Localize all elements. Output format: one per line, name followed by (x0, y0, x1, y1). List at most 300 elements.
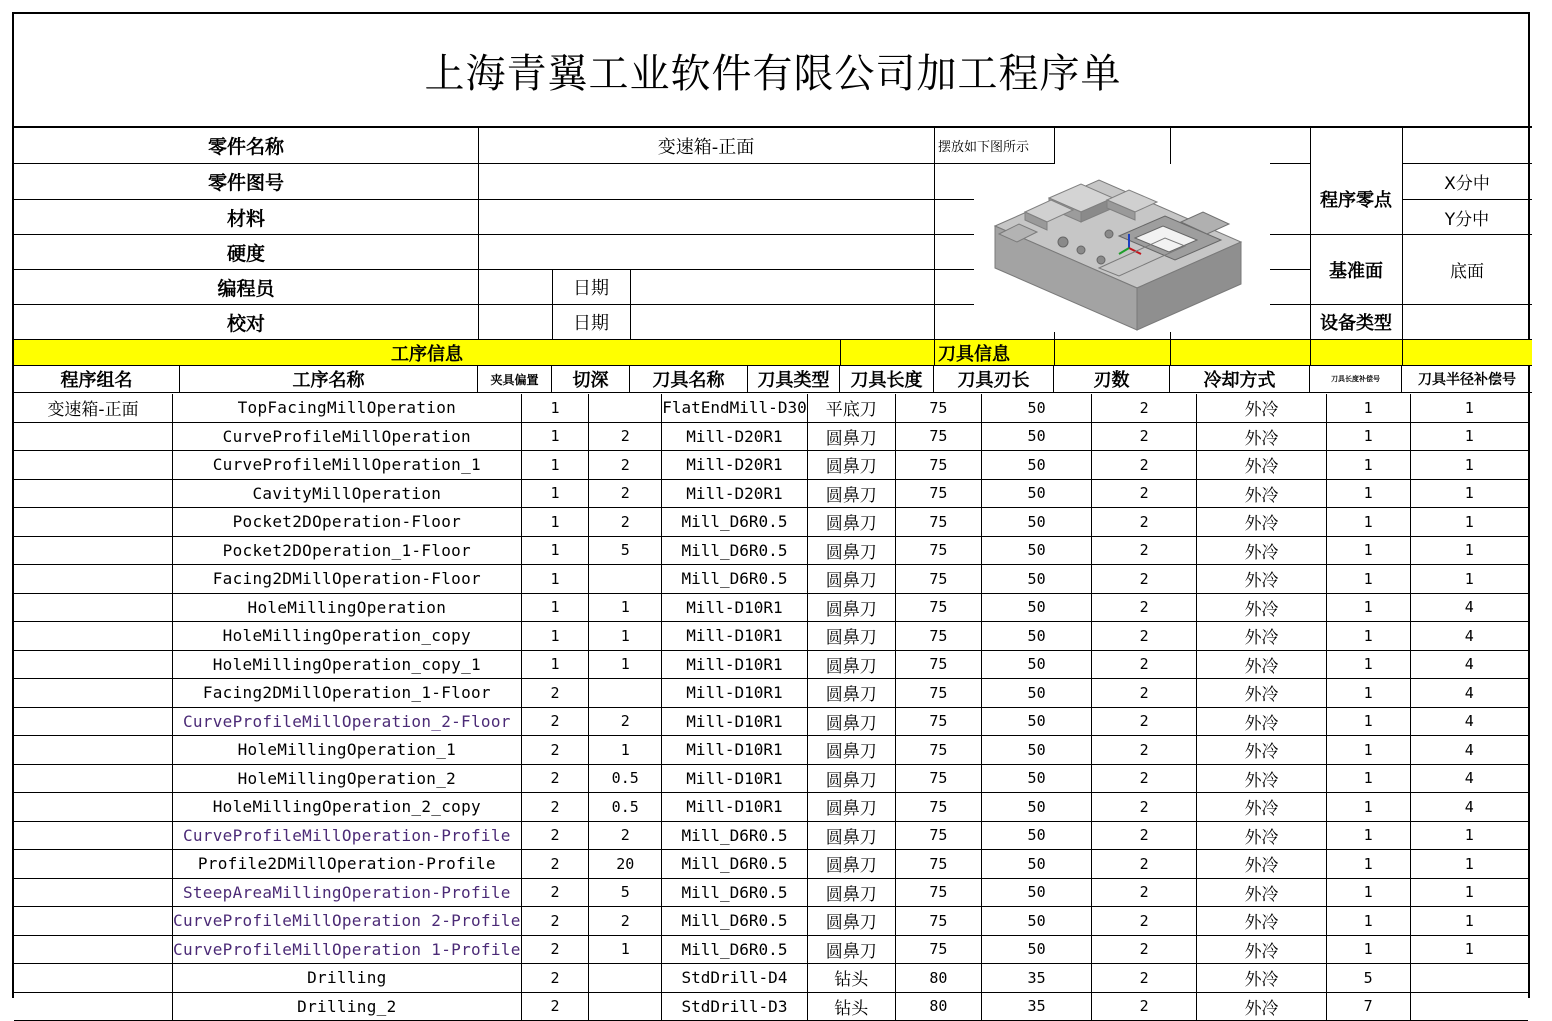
tool-info-header: 刀具信息 (938, 343, 1010, 365)
cell-len: 75 (895, 650, 981, 679)
cell-op: CavityMillOperation (173, 479, 522, 508)
operations-table (14, 394, 1528, 1021)
cell-group (14, 508, 173, 537)
cell-cool: 外冷 (1197, 679, 1326, 708)
column-header-9: 冷却方式 (1170, 366, 1310, 392)
cell-flute: 50 (982, 650, 1092, 679)
cell-len: 75 (895, 907, 981, 936)
cell-cool: 外冷 (1197, 992, 1326, 1021)
cell-hcomp: 1 (1326, 451, 1410, 480)
cell-tool: Mill-D10R1 (662, 593, 808, 622)
cell-cool: 外冷 (1197, 850, 1326, 879)
cell-cool: 外冷 (1197, 479, 1326, 508)
cell-type: 圆鼻刀 (807, 508, 895, 537)
cell-hcomp: 1 (1326, 650, 1410, 679)
cell-group (14, 935, 173, 964)
cell-type: 圆鼻刀 (807, 536, 895, 565)
cell-group (14, 422, 173, 451)
table-row (14, 422, 1528, 451)
cell-tool: Mill-D10R1 (662, 650, 808, 679)
cell-op: CurveProfileMillOperation_1 (173, 451, 522, 480)
cell-group (14, 964, 173, 993)
cell-cool: 外冷 (1197, 764, 1326, 793)
cell-fix: 1 (521, 479, 589, 508)
cell-tool: Mill-D10R1 (662, 793, 808, 822)
cell-op: CurveProfileMillOperation 1-Profile (173, 935, 522, 964)
cell-group: 变速箱-正面 (14, 394, 173, 422)
table-row (14, 622, 1528, 651)
cell-op: Pocket2DOperation_1-Floor (173, 536, 522, 565)
cell-dcomp: 4 (1410, 593, 1528, 622)
cell-n: 2 (1092, 679, 1197, 708)
cell-cool: 外冷 (1197, 422, 1326, 451)
column-header-2: 夹具偏置 (478, 366, 552, 392)
cell-group (14, 907, 173, 936)
cell-op: Facing2DMillOperation_1-Floor (173, 679, 522, 708)
program-zero-label: 程序零点 (1320, 190, 1392, 211)
cell-type: 圆鼻刀 (807, 479, 895, 508)
cell-dcomp: 4 (1410, 679, 1528, 708)
cell-type: 圆鼻刀 (807, 451, 895, 480)
cell-len: 75 (895, 707, 981, 736)
cell-len: 75 (895, 935, 981, 964)
cell-dcomp: 1 (1410, 451, 1528, 480)
cell-n: 2 (1092, 536, 1197, 565)
cell-fix: 2 (521, 992, 589, 1021)
cell-flute: 50 (982, 536, 1092, 565)
table-row (14, 736, 1528, 765)
program-sheet (12, 12, 1530, 1019)
cell-dcomp: 1 (1410, 850, 1528, 879)
cell-tool: StdDrill-D3 (662, 992, 808, 1021)
cell-n: 2 (1092, 593, 1197, 622)
clamp-note: 摆放如下图所示 (938, 140, 1030, 155)
cell-depth: 2 (589, 451, 662, 480)
date-label-1: 日期 (573, 278, 609, 299)
cell-len: 75 (895, 793, 981, 822)
cell-fix: 1 (521, 451, 589, 480)
sheet-title: 上海青翼工业软件有限公司加工程序单 (14, 14, 1532, 128)
cell-hcomp: 5 (1326, 964, 1410, 993)
cell-n: 2 (1092, 878, 1197, 907)
cell-dcomp: 1 (1410, 878, 1528, 907)
cell-dcomp: 1 (1410, 821, 1528, 850)
cell-len: 75 (895, 394, 981, 422)
cell-op: Pocket2DOperation-Floor (173, 508, 522, 537)
cell-depth: 2 (589, 422, 662, 451)
column-header-row (14, 366, 1532, 393)
cell-fix: 2 (521, 964, 589, 993)
cell-hcomp: 1 (1326, 793, 1410, 822)
table-row (14, 394, 1528, 422)
cell-op: CurveProfileMillOperation_2-Floor (173, 707, 522, 736)
cell-hcomp: 1 (1326, 736, 1410, 765)
cell-n: 2 (1092, 793, 1197, 822)
cell-n: 2 (1092, 650, 1197, 679)
cell-type: 圆鼻刀 (807, 565, 895, 594)
cell-hcomp: 1 (1326, 878, 1410, 907)
zero-x: X分中 (1444, 174, 1490, 194)
cell-depth (589, 964, 662, 993)
cell-flute: 50 (982, 394, 1092, 422)
cell-depth: 1 (589, 593, 662, 622)
cell-n: 2 (1092, 565, 1197, 594)
cell-len: 80 (895, 964, 981, 993)
cell-depth: 5 (589, 878, 662, 907)
cell-flute: 50 (982, 622, 1092, 651)
cell-cool: 外冷 (1197, 793, 1326, 822)
table-row (14, 707, 1528, 736)
cell-tool: StdDrill-D4 (662, 964, 808, 993)
cell-hcomp: 1 (1326, 422, 1410, 451)
column-header-1: 工序名称 (180, 366, 478, 392)
cell-depth: 1 (589, 622, 662, 651)
cell-dcomp: 1 (1410, 907, 1528, 936)
cell-tool: Mill_D6R0.5 (662, 907, 808, 936)
cell-group (14, 707, 173, 736)
cell-dcomp: 1 (1410, 422, 1528, 451)
cell-flute: 50 (982, 907, 1092, 936)
cell-op: SteepAreaMillingOperation-Profile (173, 878, 522, 907)
cell-flute: 50 (982, 764, 1092, 793)
drawing-no-label: 零件图号 (207, 172, 284, 194)
cell-fix: 1 (521, 622, 589, 651)
cell-fix: 1 (521, 650, 589, 679)
cell-dcomp (1410, 964, 1528, 993)
cell-type: 圆鼻刀 (807, 707, 895, 736)
cell-hcomp: 1 (1326, 679, 1410, 708)
cell-len: 75 (895, 679, 981, 708)
cell-len: 75 (895, 451, 981, 480)
cell-len: 75 (895, 565, 981, 594)
cell-cool: 外冷 (1197, 593, 1326, 622)
machine-type-label: 设备类型 (1320, 313, 1392, 334)
cell-flute: 50 (982, 593, 1092, 622)
cell-fix: 1 (521, 593, 589, 622)
cell-op: Drilling_2 (173, 992, 522, 1021)
cell-depth: 2 (589, 707, 662, 736)
cell-op: HoleMillingOperation_2 (173, 764, 522, 793)
programmer-label: 编程员 (217, 277, 275, 300)
cell-dcomp: 4 (1410, 736, 1528, 765)
cell-fix: 2 (521, 907, 589, 936)
cell-depth (589, 679, 662, 708)
hardness-label: 硬度 (226, 242, 265, 265)
cell-tool: Mill-D10R1 (662, 764, 808, 793)
cell-hcomp: 1 (1326, 622, 1410, 651)
column-header-7: 刀具刃长 (934, 366, 1054, 392)
cell-cool: 外冷 (1197, 736, 1326, 765)
cell-op: Drilling (173, 964, 522, 993)
cell-n: 2 (1092, 451, 1197, 480)
date-label-2: 日期 (573, 313, 609, 334)
cell-n: 2 (1092, 821, 1197, 850)
cell-type: 圆鼻刀 (807, 821, 895, 850)
cell-len: 80 (895, 992, 981, 1021)
cell-type: 平底刀 (807, 394, 895, 422)
cell-op: CurveProfileMillOperation 2-Profile (173, 907, 522, 936)
cell-flute: 50 (982, 508, 1092, 537)
cell-op: HoleMillingOperation (173, 593, 522, 622)
cell-dcomp: 4 (1410, 793, 1528, 822)
cell-op: HoleMillingOperation_copy (173, 622, 522, 651)
cell-group (14, 736, 173, 765)
cell-dcomp: 4 (1410, 764, 1528, 793)
cell-cool: 外冷 (1197, 935, 1326, 964)
cell-cool: 外冷 (1197, 707, 1326, 736)
cell-group (14, 622, 173, 651)
column-header-11: 刀具半径补偿号 (1418, 372, 1516, 388)
cell-group (14, 451, 173, 480)
cell-dcomp: 1 (1410, 479, 1528, 508)
cell-type: 圆鼻刀 (807, 907, 895, 936)
cell-tool: Mill_D6R0.5 (662, 565, 808, 594)
cell-flute: 50 (982, 422, 1092, 451)
cell-n: 2 (1092, 935, 1197, 964)
cell-cool: 外冷 (1197, 821, 1326, 850)
cell-op: HoleMillingOperation_2_copy (173, 793, 522, 822)
cell-fix: 2 (521, 793, 589, 822)
cell-type: 圆鼻刀 (807, 650, 895, 679)
cell-n: 2 (1092, 394, 1197, 422)
part-name-label: 零件名称 (207, 136, 284, 158)
cell-op: HoleMillingOperation_1 (173, 736, 522, 765)
cell-depth: 1 (589, 650, 662, 679)
cell-len: 75 (895, 536, 981, 565)
cell-flute: 50 (982, 935, 1092, 964)
cell-type: 圆鼻刀 (807, 850, 895, 879)
cell-hcomp: 1 (1326, 593, 1410, 622)
cell-cool: 外冷 (1197, 650, 1326, 679)
material-label: 材料 (226, 207, 265, 230)
cell-type: 圆鼻刀 (807, 793, 895, 822)
cell-op: CurveProfileMillOperation (173, 422, 522, 451)
cell-len: 75 (895, 479, 981, 508)
cell-tool: Mill-D10R1 (662, 736, 808, 765)
cell-dcomp (1410, 992, 1528, 1021)
cell-tool: Mill-D10R1 (662, 679, 808, 708)
cell-len: 75 (895, 764, 981, 793)
checker-label: 校对 (226, 312, 265, 335)
cell-depth: 1 (589, 935, 662, 964)
cell-group (14, 878, 173, 907)
cell-cool: 外冷 (1197, 508, 1326, 537)
table-row (14, 992, 1528, 1021)
cell-cool: 外冷 (1197, 394, 1326, 422)
column-header-6: 刀具长度 (840, 366, 934, 392)
cell-group (14, 593, 173, 622)
cell-hcomp: 1 (1326, 508, 1410, 537)
cell-depth: 5 (589, 536, 662, 565)
cell-cool: 外冷 (1197, 536, 1326, 565)
cell-group (14, 821, 173, 850)
cell-n: 2 (1092, 422, 1197, 451)
datum-label: 基准面 (1329, 260, 1383, 282)
cell-hcomp: 1 (1326, 935, 1410, 964)
table-row (14, 850, 1528, 879)
cell-flute: 50 (982, 565, 1092, 594)
cell-depth: 0.5 (589, 764, 662, 793)
cell-tool: Mill-D10R1 (662, 622, 808, 651)
cell-fix: 2 (521, 850, 589, 879)
cell-tool: FlatEndMill-D30 (662, 394, 808, 422)
process-info-header: 工序信息 (391, 343, 463, 365)
cell-tool: Mill-D20R1 (662, 422, 808, 451)
cell-tool: Mill_D6R0.5 (662, 878, 808, 907)
cell-group (14, 679, 173, 708)
cell-type: 圆鼻刀 (807, 935, 895, 964)
cell-fix: 2 (521, 878, 589, 907)
cell-fix: 2 (521, 707, 589, 736)
cell-len: 75 (895, 593, 981, 622)
cell-type: 圆鼻刀 (807, 736, 895, 765)
cell-type: 圆鼻刀 (807, 679, 895, 708)
cell-dcomp: 1 (1410, 394, 1528, 422)
cell-fix: 1 (521, 394, 589, 422)
cell-tool: Mill-D20R1 (662, 451, 808, 480)
cell-len: 75 (895, 821, 981, 850)
table-row (14, 878, 1528, 907)
cell-hcomp: 1 (1326, 907, 1410, 936)
table-row (14, 650, 1528, 679)
cell-cool: 外冷 (1197, 907, 1326, 936)
cell-fix: 2 (521, 736, 589, 765)
cell-op: CurveProfileMillOperation-Profile (173, 821, 522, 850)
cell-depth (589, 565, 662, 594)
cell-n: 2 (1092, 964, 1197, 993)
cell-depth: 2 (589, 508, 662, 537)
cell-flute: 50 (982, 451, 1092, 480)
cell-n: 2 (1092, 736, 1197, 765)
cell-cool: 外冷 (1197, 451, 1326, 480)
cell-tool: Mill_D6R0.5 (662, 821, 808, 850)
table-row (14, 508, 1528, 537)
cell-fix: 1 (521, 536, 589, 565)
cell-depth: 20 (589, 850, 662, 879)
cell-fix: 2 (521, 679, 589, 708)
cell-hcomp: 7 (1326, 992, 1410, 1021)
table-row (14, 821, 1528, 850)
cell-fix: 2 (521, 764, 589, 793)
cell-flute: 50 (982, 479, 1092, 508)
column-header-3: 切深 (552, 366, 630, 392)
cell-type: 圆鼻刀 (807, 622, 895, 651)
cell-dcomp: 4 (1410, 707, 1528, 736)
cell-flute: 50 (982, 707, 1092, 736)
column-header-0: 程序组名 (14, 366, 180, 392)
cell-len: 75 (895, 878, 981, 907)
column-header-5: 刀具类型 (748, 366, 840, 392)
table-row (14, 964, 1528, 993)
cell-group (14, 650, 173, 679)
cell-op: Facing2DMillOperation-Floor (173, 565, 522, 594)
table-row (14, 451, 1528, 480)
cell-cool: 外冷 (1197, 878, 1326, 907)
cell-depth: 2 (589, 821, 662, 850)
table-row (14, 536, 1528, 565)
cell-n: 2 (1092, 907, 1197, 936)
table-row (14, 679, 1528, 708)
cell-depth: 0.5 (589, 793, 662, 822)
cell-type: 圆鼻刀 (807, 878, 895, 907)
cell-cool: 外冷 (1197, 964, 1326, 993)
cell-tool: Mill_D6R0.5 (662, 935, 808, 964)
cell-cool: 外冷 (1197, 622, 1326, 651)
cell-flute: 50 (982, 878, 1092, 907)
cell-hcomp: 1 (1326, 536, 1410, 565)
table-row (14, 907, 1528, 936)
cell-tool: Mill_D6R0.5 (662, 850, 808, 879)
cell-group (14, 479, 173, 508)
cell-flute: 50 (982, 850, 1092, 879)
cell-n: 2 (1092, 508, 1197, 537)
cell-dcomp: 4 (1410, 650, 1528, 679)
cell-len: 75 (895, 736, 981, 765)
cell-cool: 外冷 (1197, 565, 1326, 594)
cell-flute: 50 (982, 821, 1092, 850)
cell-dcomp: 4 (1410, 622, 1528, 651)
column-header-10: 刀具长度补偿号 (1310, 366, 1402, 392)
cell-tool: Mill_D6R0.5 (662, 536, 808, 565)
cell-n: 2 (1092, 850, 1197, 879)
cell-n: 2 (1092, 707, 1197, 736)
cell-tool: Mill-D20R1 (662, 479, 808, 508)
column-header-4: 刀具名称 (630, 366, 748, 392)
cell-hcomp: 1 (1326, 850, 1410, 879)
cell-dcomp: 1 (1410, 565, 1528, 594)
cell-flute: 50 (982, 736, 1092, 765)
cell-n: 2 (1092, 764, 1197, 793)
cell-flute: 50 (982, 679, 1092, 708)
cell-fix: 2 (521, 821, 589, 850)
cell-depth (589, 992, 662, 1021)
cell-dcomp: 1 (1410, 508, 1528, 537)
cell-tool: Mill_D6R0.5 (662, 508, 808, 537)
cell-n: 2 (1092, 992, 1197, 1021)
cell-hcomp: 1 (1326, 394, 1410, 422)
cell-depth: 2 (589, 907, 662, 936)
cell-hcomp: 1 (1326, 821, 1410, 850)
cell-hcomp: 1 (1326, 707, 1410, 736)
cell-fix: 1 (521, 422, 589, 451)
cell-len: 75 (895, 422, 981, 451)
cell-dcomp: 1 (1410, 935, 1528, 964)
cell-group (14, 850, 173, 879)
cell-group (14, 565, 173, 594)
cell-op: TopFacingMillOperation (173, 394, 522, 422)
table-row (14, 935, 1528, 964)
cell-op: HoleMillingOperation_copy_1 (173, 650, 522, 679)
cell-type: 圆鼻刀 (807, 764, 895, 793)
cell-depth (589, 394, 662, 422)
cell-fix: 1 (521, 565, 589, 594)
table-row (14, 793, 1528, 822)
cell-tool: Mill-D10R1 (662, 707, 808, 736)
cell-len: 75 (895, 622, 981, 651)
cell-type: 圆鼻刀 (807, 593, 895, 622)
cell-type: 钻头 (807, 992, 895, 1021)
cell-flute: 35 (982, 992, 1092, 1021)
part-name-value: 变速箱-正面 (657, 136, 755, 158)
cell-op: Profile2DMillOperation-Profile (173, 850, 522, 879)
cell-group (14, 992, 173, 1021)
table-row (14, 593, 1528, 622)
table-row (14, 764, 1528, 793)
cell-group (14, 793, 173, 822)
cell-flute: 35 (982, 964, 1092, 993)
cell-n: 2 (1092, 622, 1197, 651)
cell-group (14, 536, 173, 565)
